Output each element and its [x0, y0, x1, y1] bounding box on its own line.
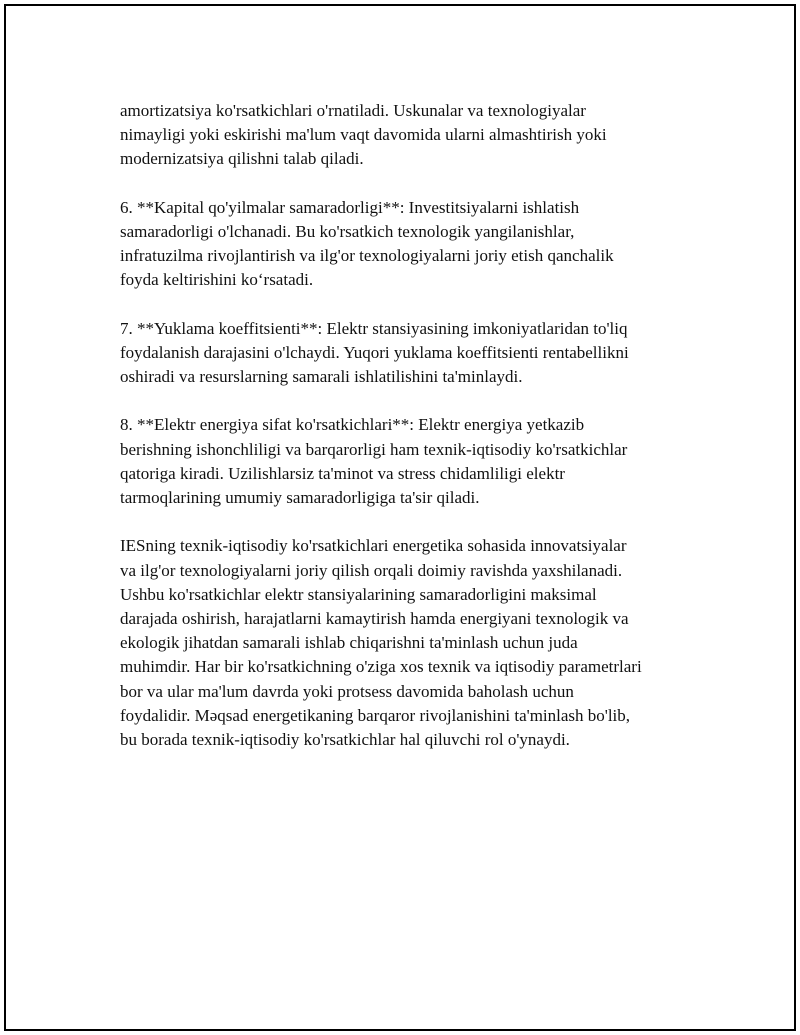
paragraph-power-quality: [120, 413, 704, 510]
text-line: 6. **Kapital qo'yilmalar samaradorligi**: Investitsiyalarni ishlatish: [120, 197, 580, 217]
paragraph-load-factor: [120, 317, 704, 390]
page-frame: [4, 4, 796, 1031]
text-line: tarmoqlarining umumiy samaradorligiga ta'sir qiladi.: [120, 488, 480, 507]
text-line: IESning texnik-iqtisodiy ko'rsatkichlari energetika sohasida innovatsiyalar: [120, 536, 627, 556]
paragraph-depreciation: [120, 99, 704, 172]
text-line: bor va ular ma'lum davrda yoki protsess davomida baholash uchun: [120, 681, 574, 701]
text-line: darajada oshirish, harajatlarni kamaytirish hamda energiyani texnologik va: [120, 608, 629, 628]
paragraph-conclusion: [120, 534, 704, 752]
text-line: Ushbu ko'rsatkichlar elektr stansiyalarining samaradorligini maksimal: [120, 584, 597, 604]
text-line: modernizatsiya qilishni talab qiladi.: [120, 149, 364, 169]
text-line: infratuzilma rivojlantirish va ilg'or texnologiyalarni joriy etish qanchalik: [120, 246, 614, 266]
text-line: va ilg'or texnologiyalarni joriy qilish orqali doimiy ravishda yaxshilanadi.: [120, 560, 623, 580]
text-line: berishning ishonchliligi va barqarorligi ham texnik-iqtisodiy ko'rsatkichlar: [120, 439, 628, 459]
text-line: 8. **Elektr energiya sifat ko'rsatkichlari**: Elektr energiya yetkazib: [120, 415, 585, 435]
paragraph-capital-investment: [120, 196, 704, 293]
text-line: oshiradi va resurslarning samarali ishlatilishini ta'minlaydi.: [120, 367, 523, 387]
text-line: foydalanish darajasini o'lchaydi. Yuqori yuklama koeffitsienti rentabellikni: [120, 342, 629, 362]
text-line: samaradorligi o'lchanadi. Bu ko'rsatkich texnologik yangilanishlar,: [120, 221, 575, 241]
text-line: foyda keltirishini ko‘rsatadi.: [120, 270, 314, 290]
paragraph-gap: [120, 293, 704, 317]
text-line: muhimdir. Har bir ko'rsatkichning o'ziga xos texnik va iqtisodiy parametrlari: [120, 657, 642, 677]
paragraph-gap: [120, 389, 704, 413]
text-line: bu borada texnik-iqtisodiy ko'rsatkichlar hal qiluvchi rol o'ynaydi.: [120, 729, 570, 749]
paragraph-gap: [120, 510, 704, 534]
text-line: nimayligi yoki eskirishi ma'lum vaqt davomida ularni almashtirish yoki: [120, 125, 607, 145]
text-line: 7. **Yuklama koeffitsienti**: Elektr stansiyasining imkoniyatlaridan to'liq: [120, 318, 628, 338]
paragraph-gap: [120, 172, 704, 196]
text-line: amortizatsiya ko'rsatkichlari o'rnatiladi. Uskunalar va texnologiyalar: [120, 101, 586, 120]
document-body: [120, 99, 704, 752]
text-line: ekologik jihatdan samarali ishlab chiqarishni ta'minlash uchun juda: [120, 633, 578, 653]
text-line: foydalidir. Məqsad energetikaning barqaror rivojlanishini ta'minlash bo'lib,: [120, 705, 631, 725]
text-line: qatoriga kiradi. Uzilishlarsiz ta'minot va stress chidamliligi elektr: [120, 463, 565, 483]
